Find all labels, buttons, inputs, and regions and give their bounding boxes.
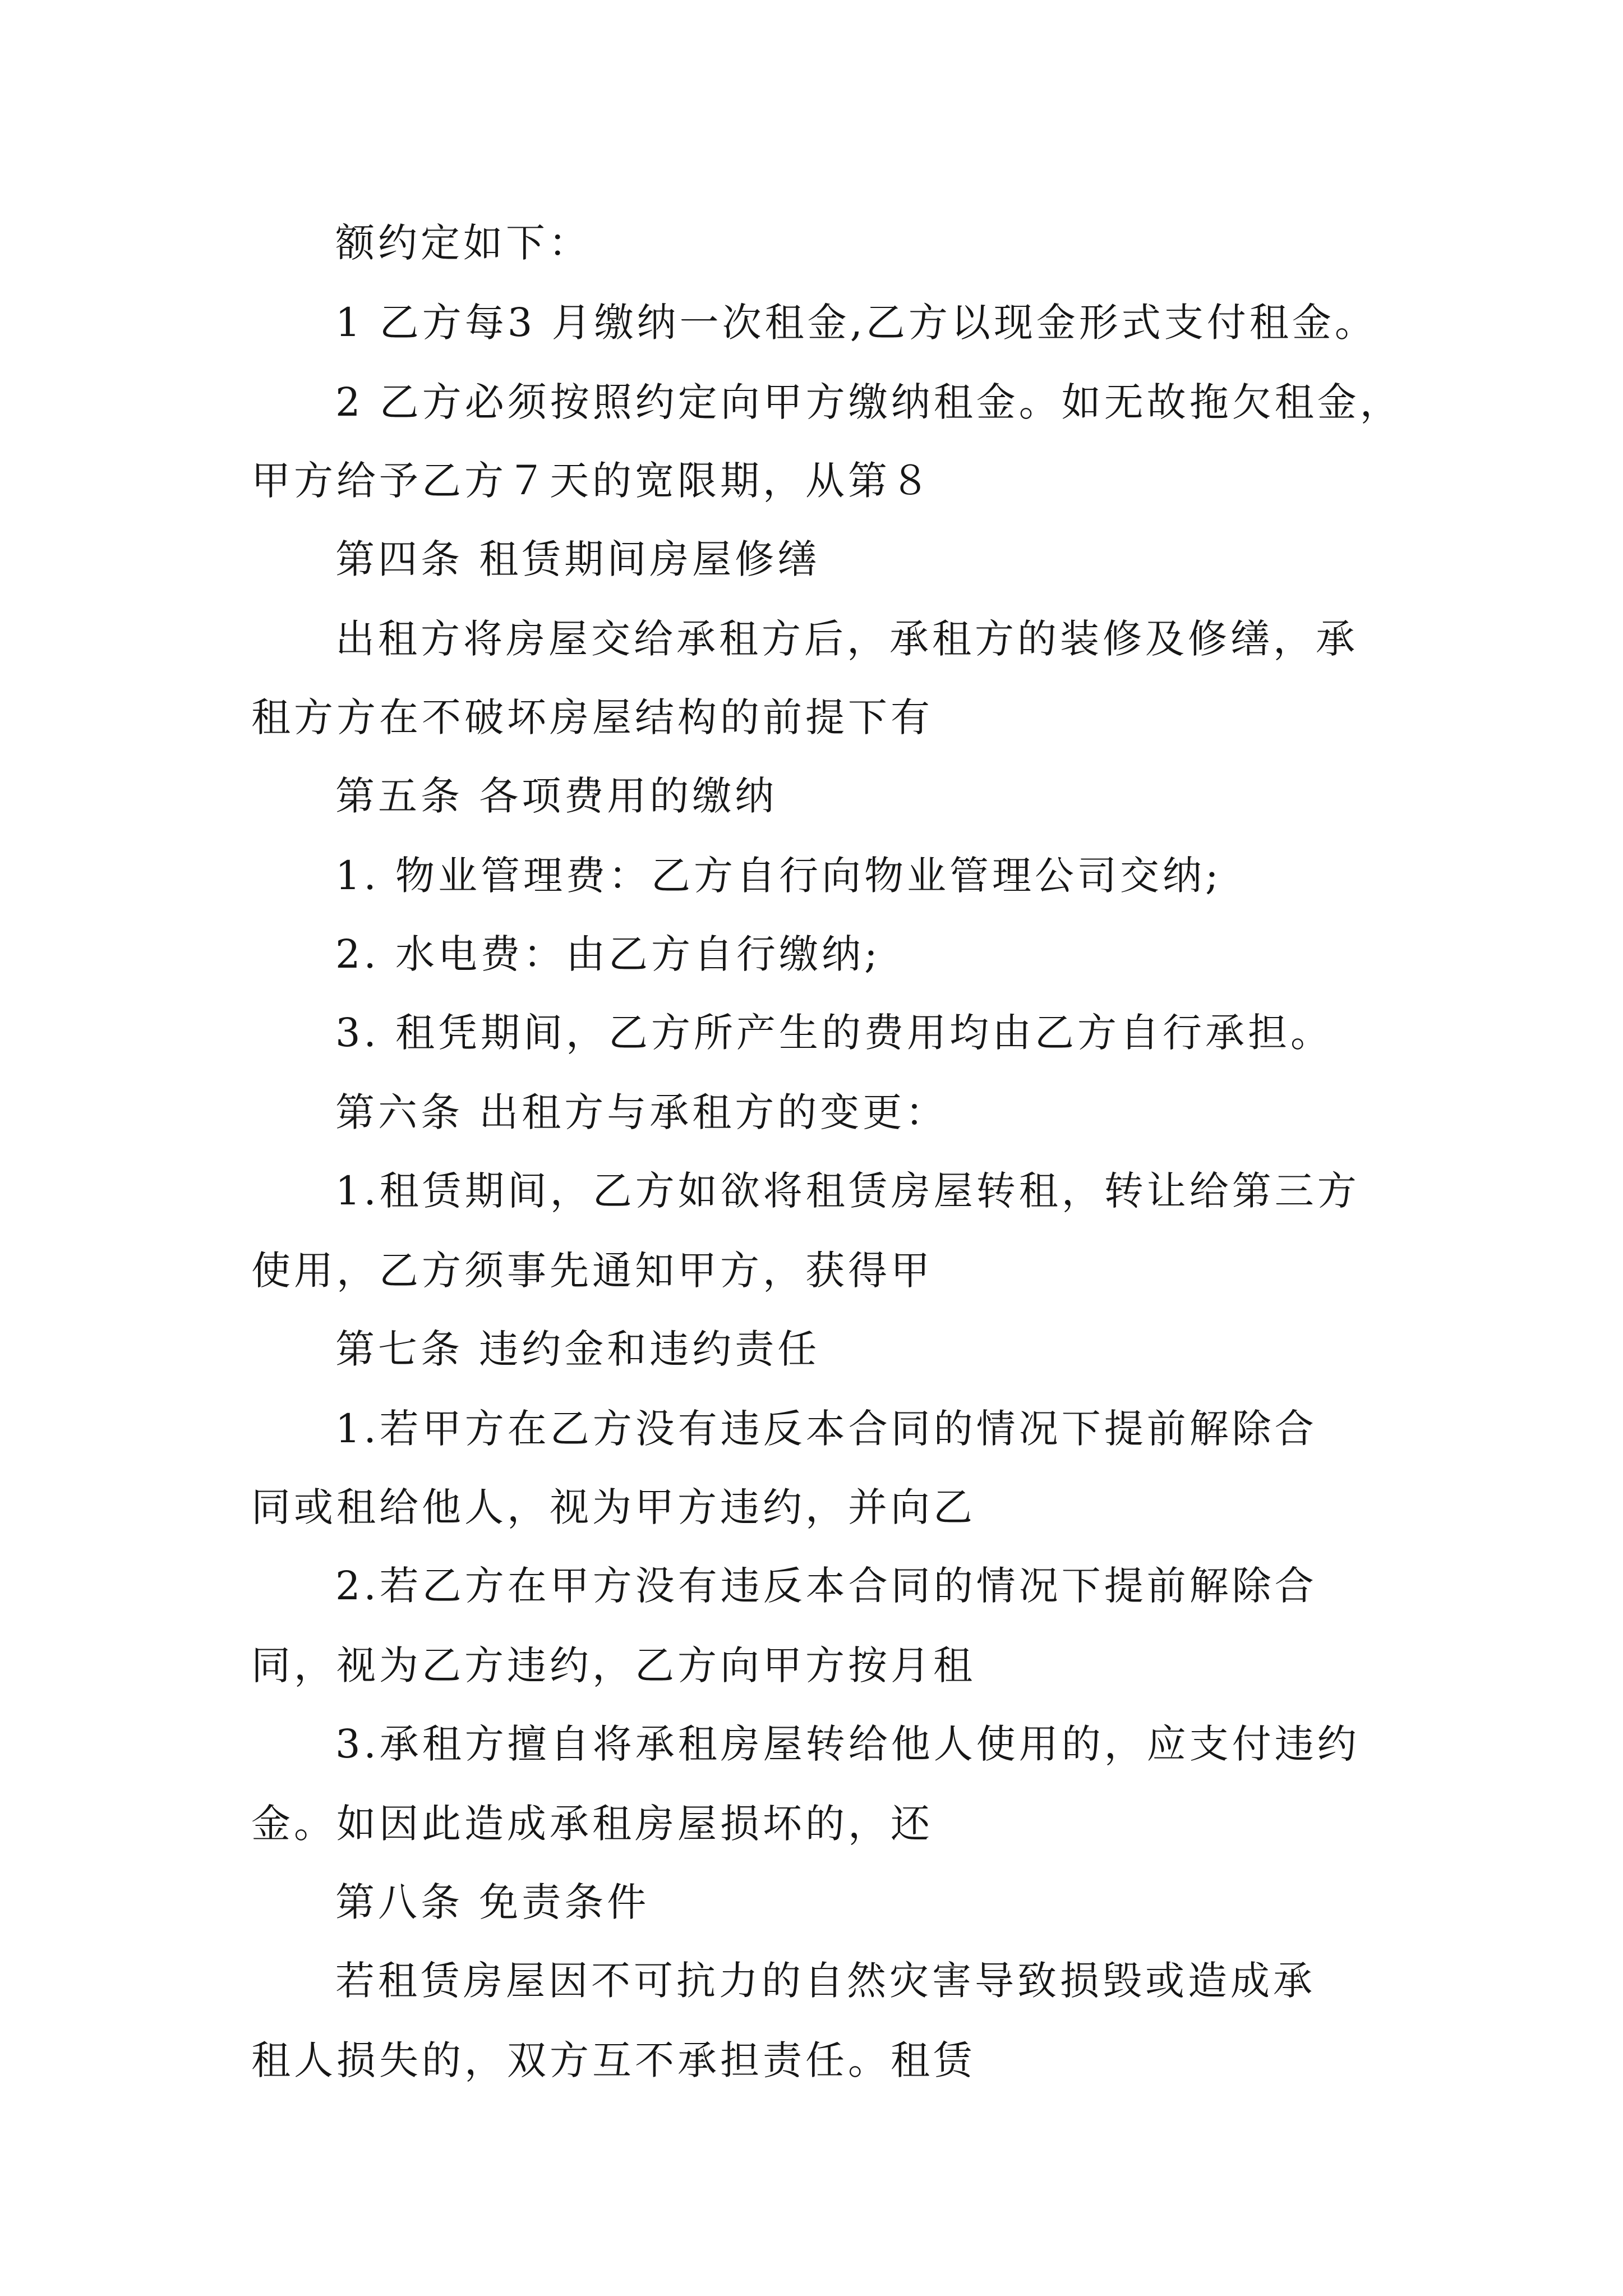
section-heading: 第七条 违约金和违约责任 <box>335 1326 820 1372</box>
section-heading: 第四条 租赁期间房屋修缮 <box>335 536 820 582</box>
text-line: 1.若甲方在乙方没有违反本合同的情况下提前解除合 <box>335 1406 1317 1452</box>
text-line: 3.承租方擅自将承租房屋转给他人使用的，应支付违约 <box>335 1721 1360 1767</box>
text-line: 甲方给予乙方７天的宽限期，从第８ <box>251 458 933 504</box>
text-line: 1.租赁期间，乙方如欲将租赁房屋转租，转让给第三方 <box>335 1168 1360 1214</box>
text-line: 1. 物业管理费：乙方自行向物业管理公司交纳; <box>335 853 1222 899</box>
text-line: 额约定如下： <box>335 220 591 266</box>
text-line: 出租方将房屋交给承租方后，承租方的装修及修缮，承 <box>335 616 1358 662</box>
text-line: 租方方在不破坏房屋结构的前提下有 <box>251 694 933 740</box>
text-line: 2.若乙方在甲方没有违反本合同的情况下提前解除合 <box>335 1563 1317 1609</box>
text-line: 2 乙方必须按照约定向甲方缴纳租金。如无故拖欠租金， <box>335 379 1403 425</box>
text-line: 2. 水电费：由乙方自行缴纳; <box>335 931 881 977</box>
text-line: 同，视为乙方违约，乙方向甲方按月租 <box>251 1642 976 1688</box>
text-line: 租人损失的，双方互不承担责任。租赁 <box>251 2037 976 2083</box>
section-heading: 第六条 出租方与承租方的变更： <box>335 1089 948 1135</box>
section-heading: 第八条 免责条件 <box>335 1879 650 1925</box>
text-line: 3. 租凭期间，乙方所产生的费用均由乙方自行承担。 <box>335 1010 1334 1056</box>
text-line: 同或租给他人，视为甲方违约，并向乙 <box>251 1484 976 1530</box>
section-heading: 第五条 各项费用的缴纳 <box>335 773 778 819</box>
text-line: 使用，乙方须事先通知甲方，获得甲 <box>251 1248 933 1294</box>
text-line: 金。如因此造成承租房屋损坏的，还 <box>251 1801 933 1847</box>
text-line: 1 乙方每3 月缴纳一次租金,乙方以现金形式支付租金。 <box>335 300 1377 346</box>
text-line: 若租赁房屋因不可抗力的自然灾害导致损毁或造成承 <box>335 1958 1316 2004</box>
